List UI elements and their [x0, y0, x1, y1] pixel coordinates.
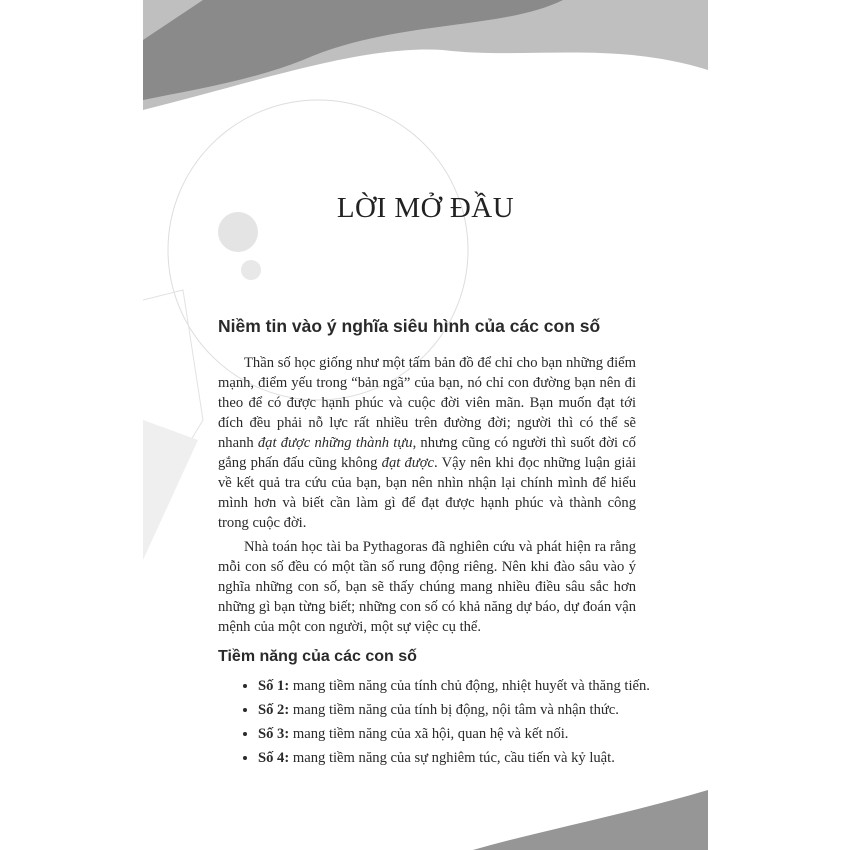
list-item	[258, 676, 654, 696]
text-run: Thần số học giống như một tấm bản đồ để chỉ cho bạn những điểm mạnh, điểm yếu trong “bản ngã” của bạn, nó chỉ con đường bạn nên đi theo để có được hạnh phúc và cuộc đời viên mãn. Bạn muốn đạt tới đích đều phải nỗ lực rất nhiều trên đường đời; người thì có thể sẽ nhanh	[218, 355, 636, 451]
paragraph-2: Nhà toán học tài ba Pythagoras đã nghiên cứu và phát hiện ra rằng mỗi con số đều có một tần số rung động riêng. Nên khi đào sâu vào ý nghĩa những con số, bạn sẽ thấy chúng mang nhiều điều sâu sắc hơn những gì bạn từng biết; những con số có khả năng dự báo, dự đoán vận mệnh của một con người, một sự việc cụ thể.	[218, 539, 636, 635]
item-label: Số 2:	[258, 702, 290, 718]
item-text: mang tiềm năng của tính chủ động, nhiệt huyết và thăng tiến.	[289, 678, 650, 694]
item-label: Số 1:	[258, 678, 290, 694]
item-label: Số 4:	[258, 750, 290, 766]
book-page	[143, 0, 708, 850]
item-text: mang tiềm năng của sự nghiêm túc, cầu tiến và kỷ luật.	[289, 750, 615, 766]
text-run: . Vậy nên khi đọc những luận giải về kết quả tra cứu của bạn, bạn nên nhìn nhận lại chính mình để hiểu mình hơn và biết cần làm gì để đạt được hạnh phúc và thành công trong cuộc đời.	[218, 455, 637, 531]
subsection-heading: Tiềm năng của các con số	[218, 648, 417, 665]
list-item	[258, 748, 654, 768]
bottom-brush-stroke	[473, 790, 708, 850]
page-title: LỜI MỞ ĐẦU	[336, 192, 515, 224]
item-text: mang tiềm năng của xã hội, quan hệ và kết nối.	[289, 726, 569, 742]
text-run: , nhưng cũng có người thì suốt đời cố gắng phấn đấu cũng không	[218, 435, 636, 471]
body-text	[218, 353, 636, 641]
paragraph-1	[218, 353, 636, 533]
italic-text: đạt được những thành tựu	[257, 435, 413, 451]
item-text: mang tiềm năng của tính bị động, nội tâm và nhận thức.	[289, 702, 619, 718]
item-label: Số 3:	[258, 726, 290, 742]
number-list	[240, 676, 654, 772]
list-item	[258, 700, 654, 720]
italic-text: đạt được	[381, 455, 435, 471]
list-item	[258, 724, 654, 744]
section-heading: Niềm tin vào ý nghĩa siêu hình của các con số	[218, 316, 601, 336]
